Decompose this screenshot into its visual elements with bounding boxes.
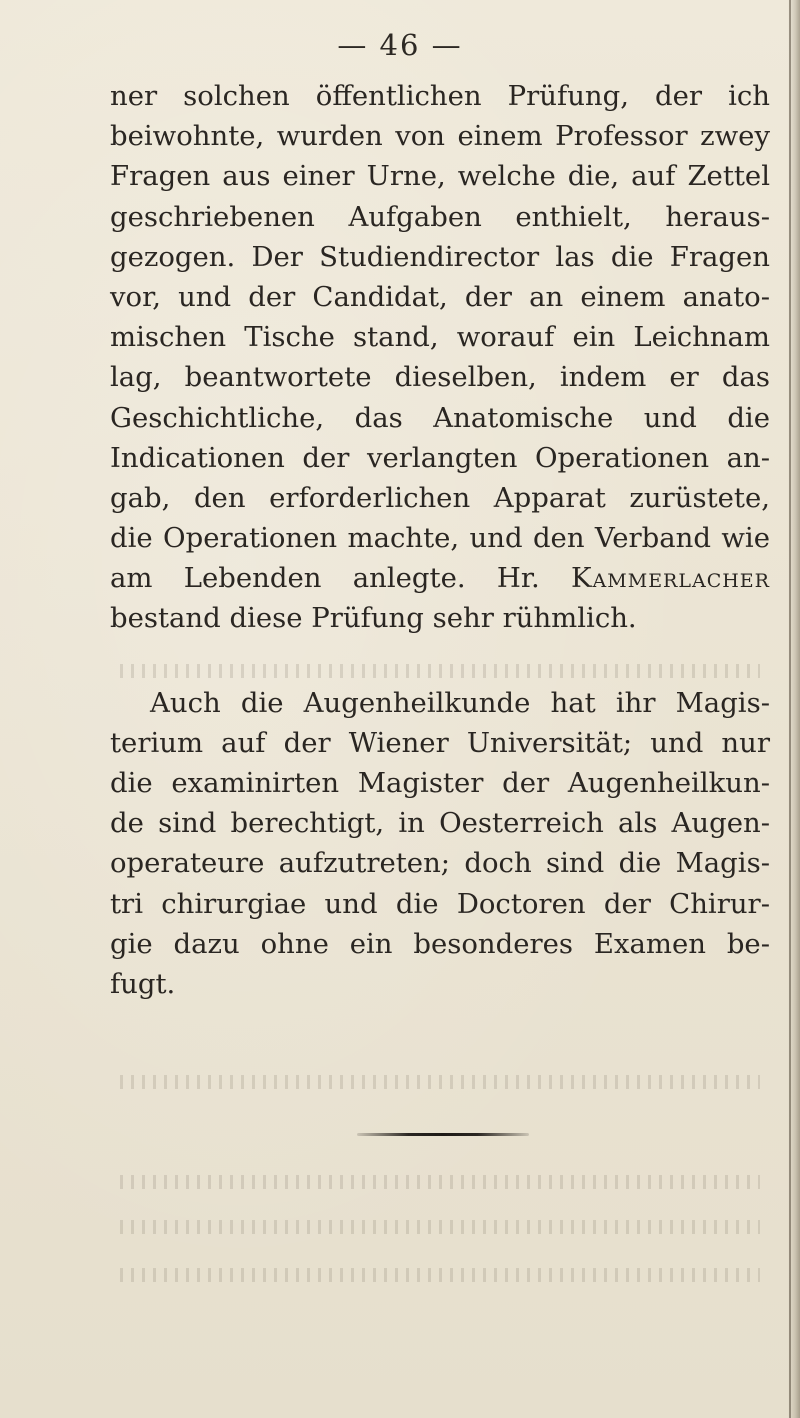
text-line: die examinirten Magister der Augenheilkun- (110, 767, 770, 799)
text-line: gezogen. Der Studiendirector las die Fragen (110, 240, 770, 273)
show-through-texture (120, 1268, 760, 1282)
text-line: die Operationen machte, und den Verband wie (110, 522, 770, 555)
text-line-indented: Auch die Augenheilkunde hat ihr Magis- (150, 686, 770, 719)
text-line: vor, und der Candidat, der an einem anato- (110, 280, 770, 313)
text-line: terium auf der Wiener Universität; und nur (110, 726, 770, 759)
text-line: mischen Tische stand, worauf ein Leichnam (110, 321, 770, 354)
text-line-final: fugt. (110, 967, 176, 1000)
show-through-texture (120, 1220, 760, 1234)
text-line: gab, den erforderlichen Apparat zurüstete, (110, 481, 770, 514)
text-line: Indicationen der verlangten Operationen an- (110, 441, 770, 474)
text-line: geschriebenen Aufgaben enthielt, heraus- (110, 200, 770, 233)
show-through-texture (120, 1175, 760, 1189)
page-number: — 46 — (337, 28, 463, 62)
text-fragment: am Lebenden anlegte. Hr. (110, 562, 572, 595)
page-edge-line (789, 0, 791, 1418)
text-line: beiwohnte, wurden von einem Professor zwey (110, 120, 770, 153)
section-end-rule (357, 1133, 529, 1136)
body-text (110, 76, 770, 1004)
text-line: gie dazu ohne ein besonderes Examen be- (110, 927, 770, 960)
text-line: ner solchen öffentlichen Prüfung, der ich (110, 80, 770, 112)
text-line-with-name (110, 558, 770, 598)
show-through-texture (120, 1075, 760, 1089)
text-line: Fragen aus einer Urne, welche die, auf Zettel (110, 160, 770, 193)
text-line: de sind berechtigt, in Oesterreich als Augen- (110, 807, 770, 840)
show-through-texture (120, 664, 760, 678)
text-line: lag, beantwortete dieselben, indem er das (110, 361, 770, 394)
text-line: tri chirurgiae und die Doctoren der Chirur- (110, 887, 770, 920)
person-name: Kammerlacher (571, 562, 770, 595)
text-line: Geschichtliche, das Anatomische und die (110, 401, 770, 434)
text-line-final: bestand diese Prüfung sehr rühmlich. (110, 602, 637, 635)
text-line: operateure aufzutreten; doch sind die Magis- (110, 847, 770, 880)
